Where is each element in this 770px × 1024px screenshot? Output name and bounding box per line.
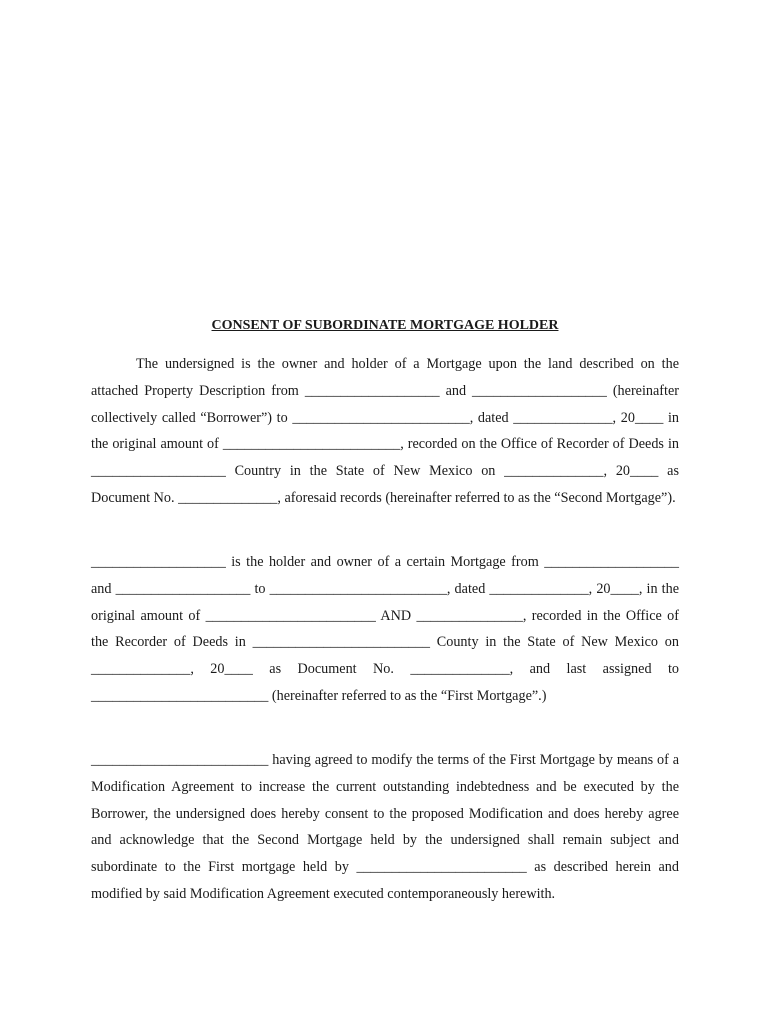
- paragraph-second-mortgage: The undersigned is the owner and holder of a Mortgage upon the land described on the attached Property Description from ___________________ and ___________________ (hereinafter collectively called “Borrower”) to _________________________, dated ______________, 20____ in the original amount of _________________________, recorded on the Office of Recorder of Deeds in ___________________ Country in the State of New Mexico on ______________, 20____ as Document No. ______________, aforesaid records (hereinafter referred to as the “Second Mortgage”).: [91, 356, 679, 506]
- document-title: CONSENT OF SUBORDINATE MORTGAGE HOLDER: [211, 318, 559, 333]
- paragraph-first-mortgage: ___________________ is the holder and owner of a certain Mortgage from ___________________ and ___________________ to _________________________, dated ______________, 20____, in the original amount of ________________________ AND _______________, recorded in the Office of the Recorder of Deeds in _________________________ County in the State of New Mexico on ______________, 20____ as Document No. ______________, and last assigned to _________________________ (hereinafter referred to as the “First Mortgage”.): [91, 554, 679, 704]
- paragraph-consent: _________________________ having agreed to modify the terms of the First Mortgage by means of a Modification Agreement to increase the current outstanding indebtedness and be executed by the Borrower, the undersigned does hereby consent to the proposed Modification and does hereby agree and acknowledge that the Second Mortgage held by the undersigned shall remain subject and subordinate to the First mortgage held by ________________________ as described herein and modified by said Modification Agreement executed contemporaneously herewith.: [91, 752, 679, 902]
